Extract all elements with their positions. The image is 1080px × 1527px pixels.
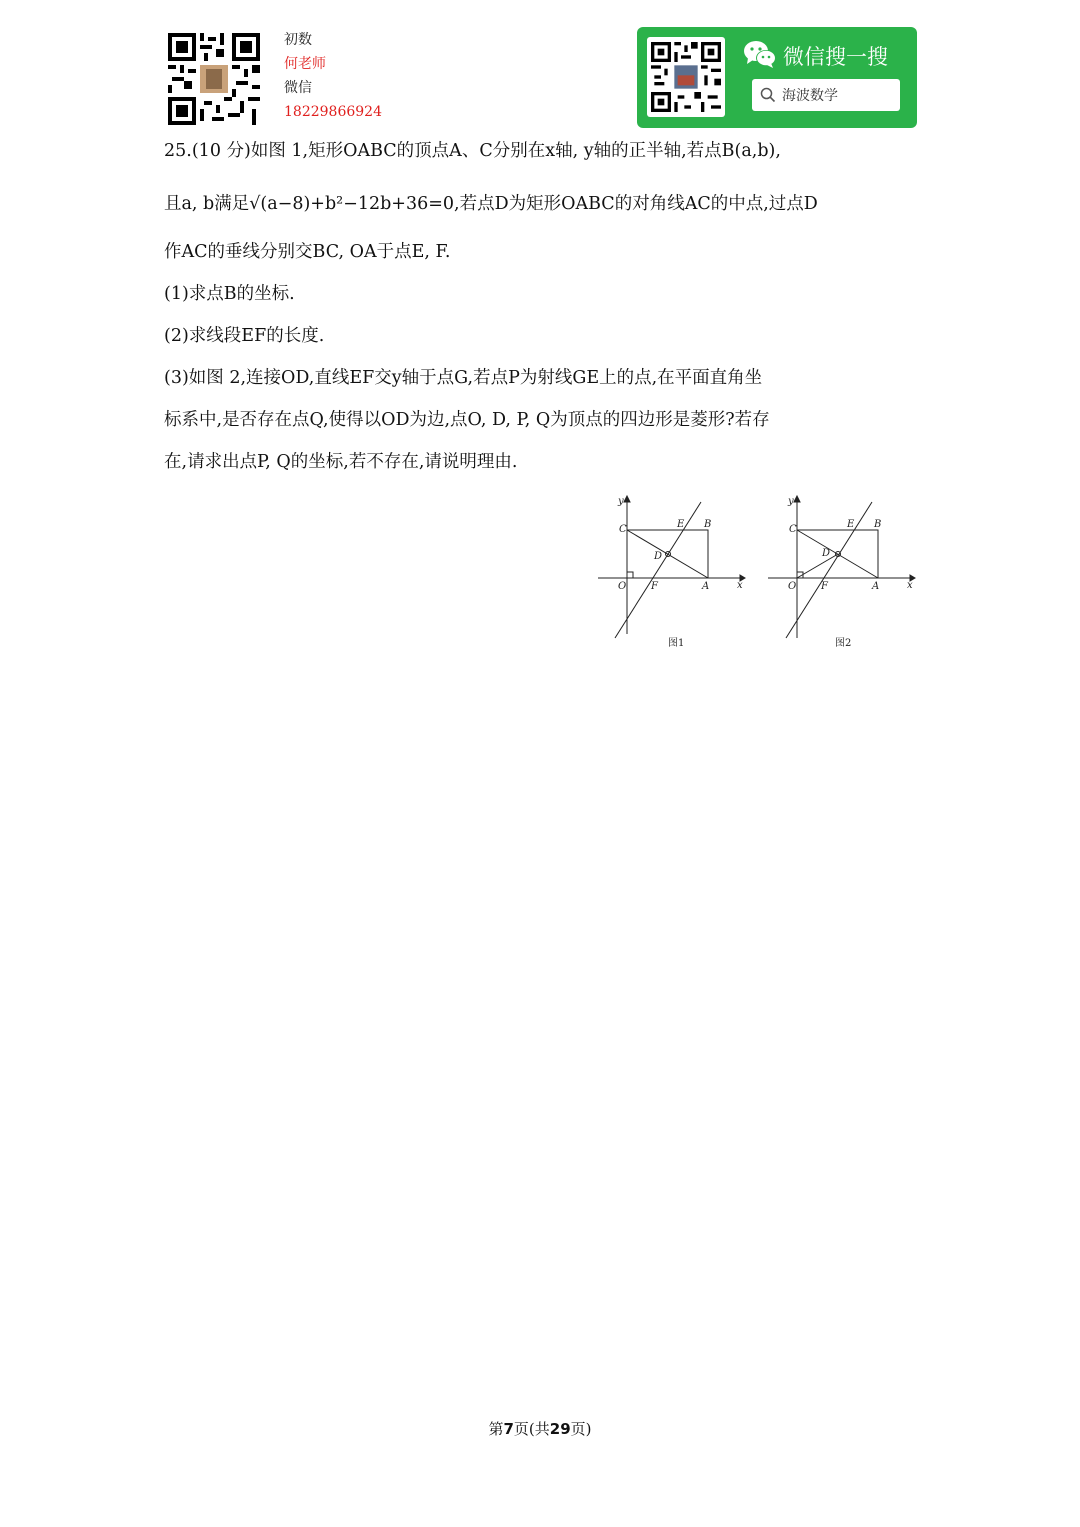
question-part-1: (1)求点B的坐标. <box>164 284 295 304</box>
question-score: (10 分) <box>191 141 251 161</box>
fig1-label-o: O <box>618 581 627 592</box>
question-stem-line1: 如图 1,矩形OABC的顶点A、C分别在x轴, y轴的正半轴,若点B(a,b), <box>250 141 781 161</box>
wechat-logo-icon <box>743 39 777 69</box>
geometry-figures <box>590 492 930 662</box>
contact-line-wechat: 微信 <box>284 80 312 96</box>
contact-line-phone: 18229866924 <box>284 104 382 120</box>
current-page-number: 7 <box>503 1420 514 1438</box>
question-number: 25 <box>164 141 187 161</box>
banner-search-box <box>752 79 900 111</box>
fig2-label-d: D <box>822 548 831 559</box>
figure-1 <box>598 496 745 638</box>
fig1-label-x: x <box>737 580 743 591</box>
contact-line-teacher: 何老师 <box>284 56 326 72</box>
fig2-label-o: O <box>788 581 797 592</box>
fig2-label-c: C <box>789 524 797 535</box>
question-part-3-line2: 标系中,是否存在点Q,使得以OD为边,点O, D, P, Q为顶点的四边形是菱形?若存 <box>164 410 770 430</box>
question-line-1: 25.(10 分)如图 1,矩形OABC的顶点A、C分别在x轴, y轴的正半轴,若点B(a,b), <box>164 141 781 161</box>
contact-line-subject: 初数 <box>284 32 312 48</box>
fig1-label-d: D <box>654 551 663 562</box>
fig2-label-e: E <box>847 519 855 530</box>
question-part-3-line3: 在,请求出点P, Q的坐标,若不存在,请说明理由. <box>164 452 518 472</box>
fig2-label-x: x <box>907 580 913 591</box>
figure-1-caption: 图1 <box>668 638 685 649</box>
question-part-3-line1: (3)如图 2,连接OD,直线EF交y轴于点G,若点P为射线GE上的点,在平面直角坐 <box>164 368 763 388</box>
fig2-label-y: y <box>788 496 794 507</box>
fig1-label-a: A <box>702 581 710 592</box>
fig1-label-c: C <box>619 524 627 535</box>
banner-title: 微信搜一搜 <box>783 45 888 69</box>
total-page-count: 29 <box>549 1420 571 1438</box>
question-stem-line2: 且a, b满足√(a−8)+b²−12b+36=0,若点D为矩形OABC的对角线AC的中点,过点D <box>164 194 818 214</box>
contact-qr-code <box>168 33 260 125</box>
contact-info <box>284 28 382 124</box>
banner-search-text: 海波数学 <box>782 88 838 104</box>
figure-2-caption: 图2 <box>835 638 852 649</box>
fig1-label-e: E <box>677 519 685 530</box>
wechat-search-banner <box>637 27 917 128</box>
figure-2 <box>768 496 915 638</box>
fig1-label-y: y <box>618 496 624 507</box>
fig2-label-b: B <box>874 519 882 530</box>
question-part-2: (2)求线段EF的长度. <box>164 326 325 346</box>
banner-qr-code <box>647 37 725 117</box>
page-footer: 第7页(共29页) <box>488 1420 592 1438</box>
search-icon <box>760 87 776 103</box>
fig1-label-b: B <box>704 519 712 530</box>
fig1-label-f: F <box>651 581 658 592</box>
fig2-label-a: A <box>872 581 880 592</box>
fig2-label-f: F <box>821 581 828 592</box>
question-stem-line3: 作AC的垂线分别交BC, OA于点E, F. <box>164 242 451 262</box>
